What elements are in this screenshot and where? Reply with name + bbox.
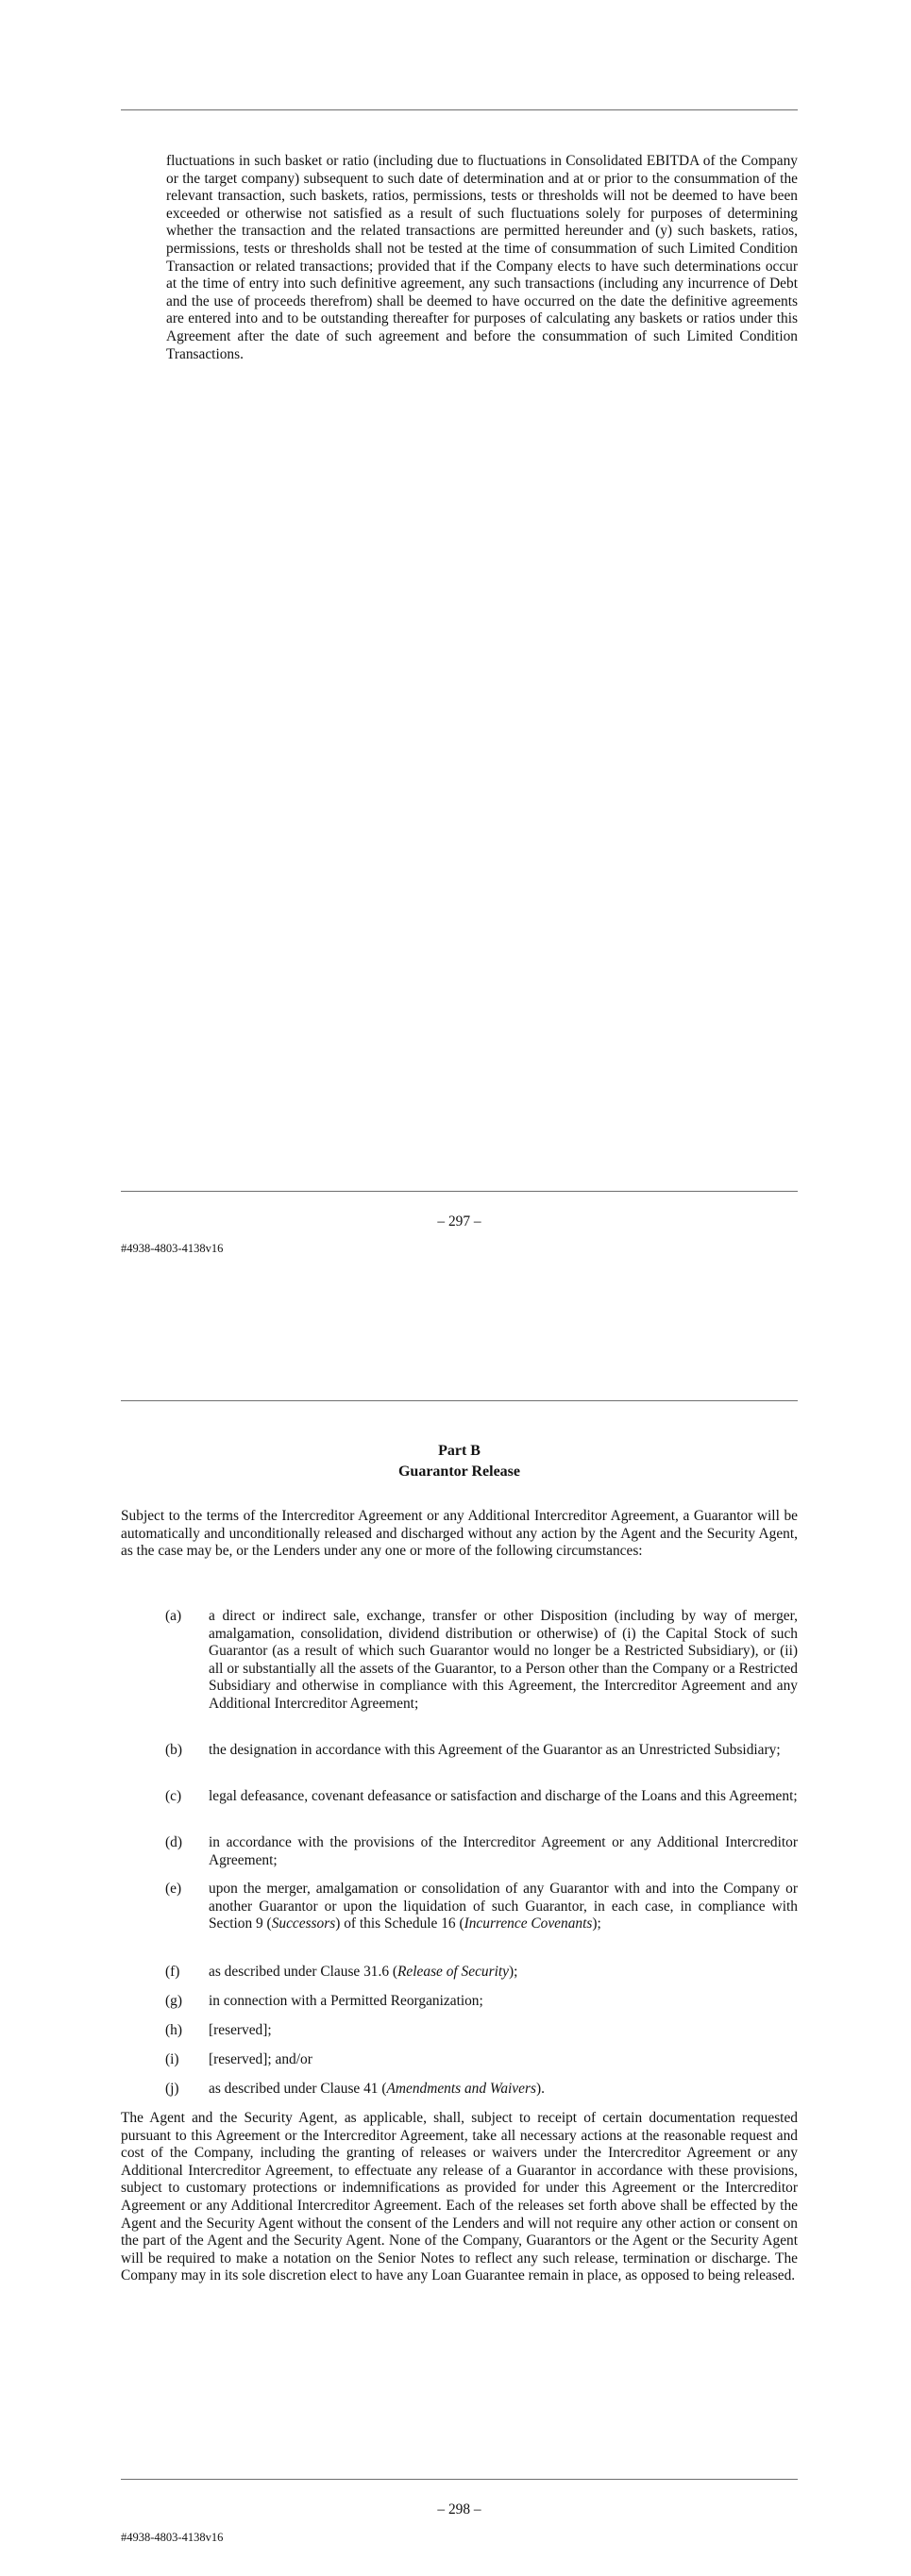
page-298-top-rule (121, 1400, 798, 1401)
list-label-g: (g) (165, 1993, 182, 2009)
list-label-e: (e) (165, 1881, 182, 1897)
list-text-j: as described under Clause 41 (Amendments and Waivers). (209, 2081, 545, 2097)
italic-successors: Successors (271, 1915, 336, 1932)
list-item-c (165, 1788, 798, 1806)
list-text-i: [reserved]; and/or (209, 2051, 312, 2067)
list-item-g (165, 1993, 798, 2011)
doc-id-298: #4938-4803-4138v16 (121, 2531, 224, 2544)
list-text-c: legal defeasance, covenant defeasance or satisfaction and discharge of the Loans and this Agreement; (209, 1788, 798, 1804)
list-item-e (165, 1881, 798, 1933)
list-item-f (165, 1964, 798, 1982)
list-item-h (165, 2022, 798, 2040)
page-number-298: – 298 – (437, 2501, 481, 2517)
doc-id-297: #4938-4803-4138v16 (121, 1242, 224, 1255)
italic-release-of-security: Release of Security (397, 1964, 509, 1980)
page-297-bottom-rule (121, 1191, 798, 1192)
list-label-f: (f) (165, 1964, 180, 1980)
list-text-f: as described under Clause 31.6 (Release of Security); (209, 1964, 518, 1980)
list-label-h: (h) (165, 2022, 182, 2038)
part-subtitle: Guarantor Release (397, 1464, 520, 1480)
list-item-d (165, 1834, 798, 1869)
list-label-d: (d) (165, 1834, 182, 1850)
closing-paragraph: The Agent and the Security Agent, as applicable, shall, subject to receipt of certain documentation requested pursuant to this Agreement or the Intercreditor Agreement, take all necessary actions at the reasonable request and cost of the Company, including the granting of releases or waivers under the Intercreditor Agreement or any Additional Intercreditor Agreement, to effectuate any release of a Guarantor in accordance with these provisions, subject to customary protections or indemnifications as provided for under this Agreement or the Intercreditor Agreement or any Additional Intercreditor Agreement. Each of the releases set forth above shall be effected by the Agent and the Security Agent without the consent of the Lenders and will not require any other action or consent on the part of the Agent and the Security Agent. None of the Company, Guarantors or the Agent or the Security Agent will be required to make a notation on the Senior Notes to reflect any such release, termination or discharge. The Company may in its sole discretion elect to have any Loan Guarantee remain in place, as opposed to being released. (121, 2110, 798, 2284)
page-298-bottom-rule (121, 2479, 798, 2480)
list-item-j (165, 2081, 798, 2099)
list-label-b: (b) (165, 1742, 182, 1758)
list-text-a: a direct or indirect sale, exchange, transfer or other Disposition (including by way of merger, amalgamation, consolidation, dividend distribution or otherwise) of (i) the Capital Stock of such Guarantor (as a result of which such Guarantor would no longer be a Restricted Subsidiary), or (ii) all or substantially all the assets of the Guarantor, to a Person other than the Company or a Restricted Subsidiary and otherwise in compliance with this Agreement, the Intercreditor Agreement and any Additional Intercreditor Agreement; (209, 1608, 798, 1712)
list-item-i (165, 2051, 798, 2069)
list-label-a: (a) (165, 1608, 182, 1624)
list-text-e: upon the merger, amalgamation or consolidation of any Guarantor with and into the Company or another Guarantor or upon the liquidation of such Guarantor, in each case, in compliance with Section 9 (Successors) of this Schedule 16 (Incurrence Covenants); (209, 1881, 798, 1932)
list-label-i: (i) (165, 2051, 179, 2067)
list-item-b (165, 1742, 798, 1760)
part-title: Part B (438, 1443, 481, 1459)
list-label-j: (j) (165, 2081, 179, 2097)
list-text-b: the designation in accordance with this Agreement of the Guarantor as an Unrestricted Subsidiary; (209, 1742, 781, 1758)
italic-incurrence-covenants: Incurrence Covenants (464, 1915, 593, 1932)
list-text-g: in connection with a Permitted Reorganization; (209, 1993, 483, 2009)
list-text-h: [reserved]; (209, 2022, 272, 2038)
list-label-c: (c) (165, 1788, 182, 1804)
list-text-d: in accordance with the provisions of the Intercreditor Agreement or any Additional Intercreditor Agreement; (209, 1834, 798, 1868)
italic-amendments-and-waivers: Amendments and Waivers (386, 2081, 536, 2097)
page-297-top-rule (121, 109, 798, 110)
continuation-paragraph: fluctuations in such basket or ratio (including due to fluctuations in Consolidated EBITDA of the Company or the target company) subsequent to such date of determination and at or prior to the consummation of the relevant transaction, such baskets, ratios, permissions, tests or thresholds will not be deemed to have been exceeded or otherwise not satisfied as a result of such fluctuations solely for purposes of determining whether the transaction and the related transactions are permitted hereunder and (y) such baskets, ratios, permissions, tests or thresholds shall not be tested at the time of consummation of such Limited Condition Transaction or related transactions; provided that if the Company elects to have such determinations occur at the time of entry into such definitive agreement, any such transactions (including any incurrence of Debt and the use of proceeds therefrom) shall be deemed to have occurred on the date the definitive agreements are entered into and to be outstanding thereafter for purposes of calculating any baskets or ratios under this Agreement after the date of such agreement and before the consummation of such Limited Condition Transactions. (166, 153, 798, 362)
page-number-297: – 297 – (437, 1213, 481, 1229)
list-item-a (165, 1608, 798, 1714)
intro-paragraph: Subject to the terms of the Intercreditor Agreement or any Additional Intercreditor Agreement, a Guarantor will be automatically and unconditionally released and discharged without any action by the Agent and the Security Agent, as the case may be, or the Lenders under any one or more of the following circumstances: (121, 1508, 798, 1560)
